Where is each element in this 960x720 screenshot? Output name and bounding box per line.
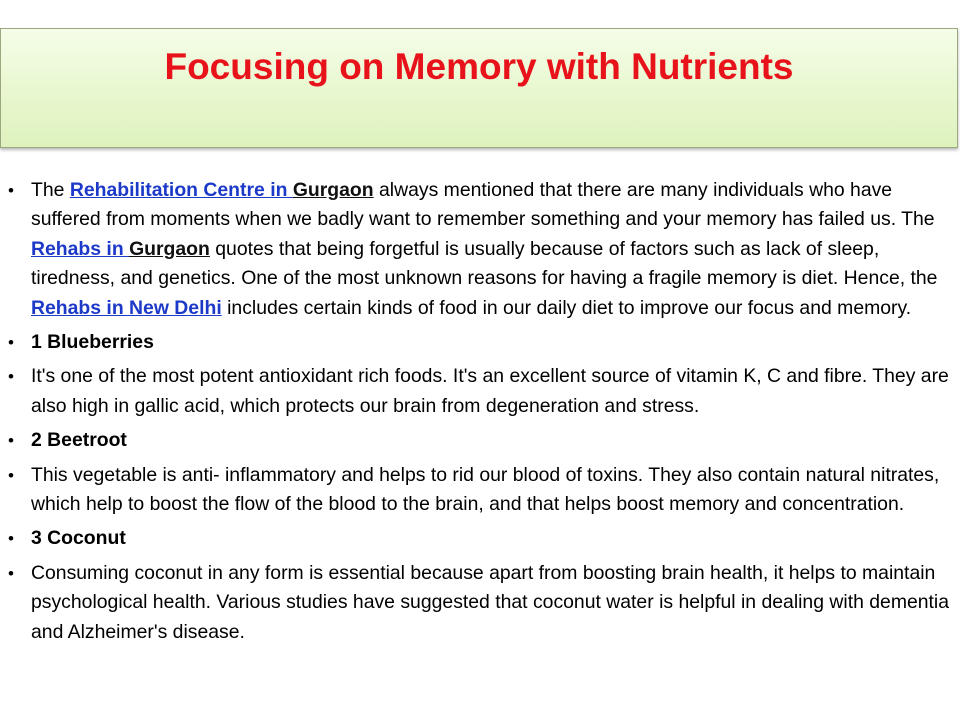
bullet-dot: • [8,563,14,583]
bullet-dot: • [8,333,14,353]
gurgaon-link-2[interactable]: Gurgaon [129,237,210,260]
slide-title: Focusing on Memory with Nutrients [164,46,794,87]
rehabs-in-link[interactable]: Rehabs in [31,237,130,260]
food-heading-beetroot: 2 Beetroot [31,429,127,452]
rehabs-new-delhi-link[interactable]: Rehabs in New Delhi [31,296,222,319]
list-item-heading [8,426,954,455]
food-text-beetroot: This vegetable is anti- inflammatory and helps to rid our blood of toxins. They also contain natural nitrates, which help to boost the flow of the blood to the brain, and that helps boost memory and concentration. [31,463,940,516]
bullet-dot: • [8,529,14,549]
food-text-blueberries: It's one of the most potent antioxidant rich foods. It's an excellent source of vitamin K, C and fibre. They are also high in gallic acid, which protects our brain from degeneration and stress. [31,365,949,417]
intro-text-2: always mentioned that there are many individuals who have suffered from moments when we badly want to remember something and your memory has failed us. The [31,179,935,231]
bullet-dot: • [8,465,14,485]
list-item-intro [8,176,954,323]
list-item-heading [8,524,954,553]
rehab-centre-gurgaon-link[interactable]: Rehabilitation Centre in [69,179,293,201]
list-item-description [8,559,954,647]
bullet-dot: • [8,181,14,200]
title-banner [0,28,958,148]
list-item-heading [8,328,954,357]
intro-text-1: The [31,179,70,201]
intro-text-3: quotes that being forgetful is usually because of factors such as lack of sleep, tiredness, and genetics. One of the most unknown reasons for having a fragile memory is diet. Hence, the [31,237,938,290]
list-item-description [8,362,954,421]
gurgaon-link-1[interactable]: Gurgaon [292,179,374,201]
list-item-description [8,461,954,520]
intro-text-4: includes certain kinds of food in our daily diet to improve our focus and memory. [221,296,912,319]
bullet-list [8,176,954,652]
food-heading-blueberries: 1 Blueberries [31,331,154,354]
bullet-dot: • [8,431,14,451]
bullet-dot: • [8,367,14,387]
food-heading-coconut: 3 Coconut [31,527,126,550]
food-text-coconut: Consuming coconut in any form is essential because apart from boosting brain health, it helps to maintain psychological health. Various studies have suggested that coconut water is helpful in dealing with dementia and Alzheimer's disease. [31,561,950,643]
